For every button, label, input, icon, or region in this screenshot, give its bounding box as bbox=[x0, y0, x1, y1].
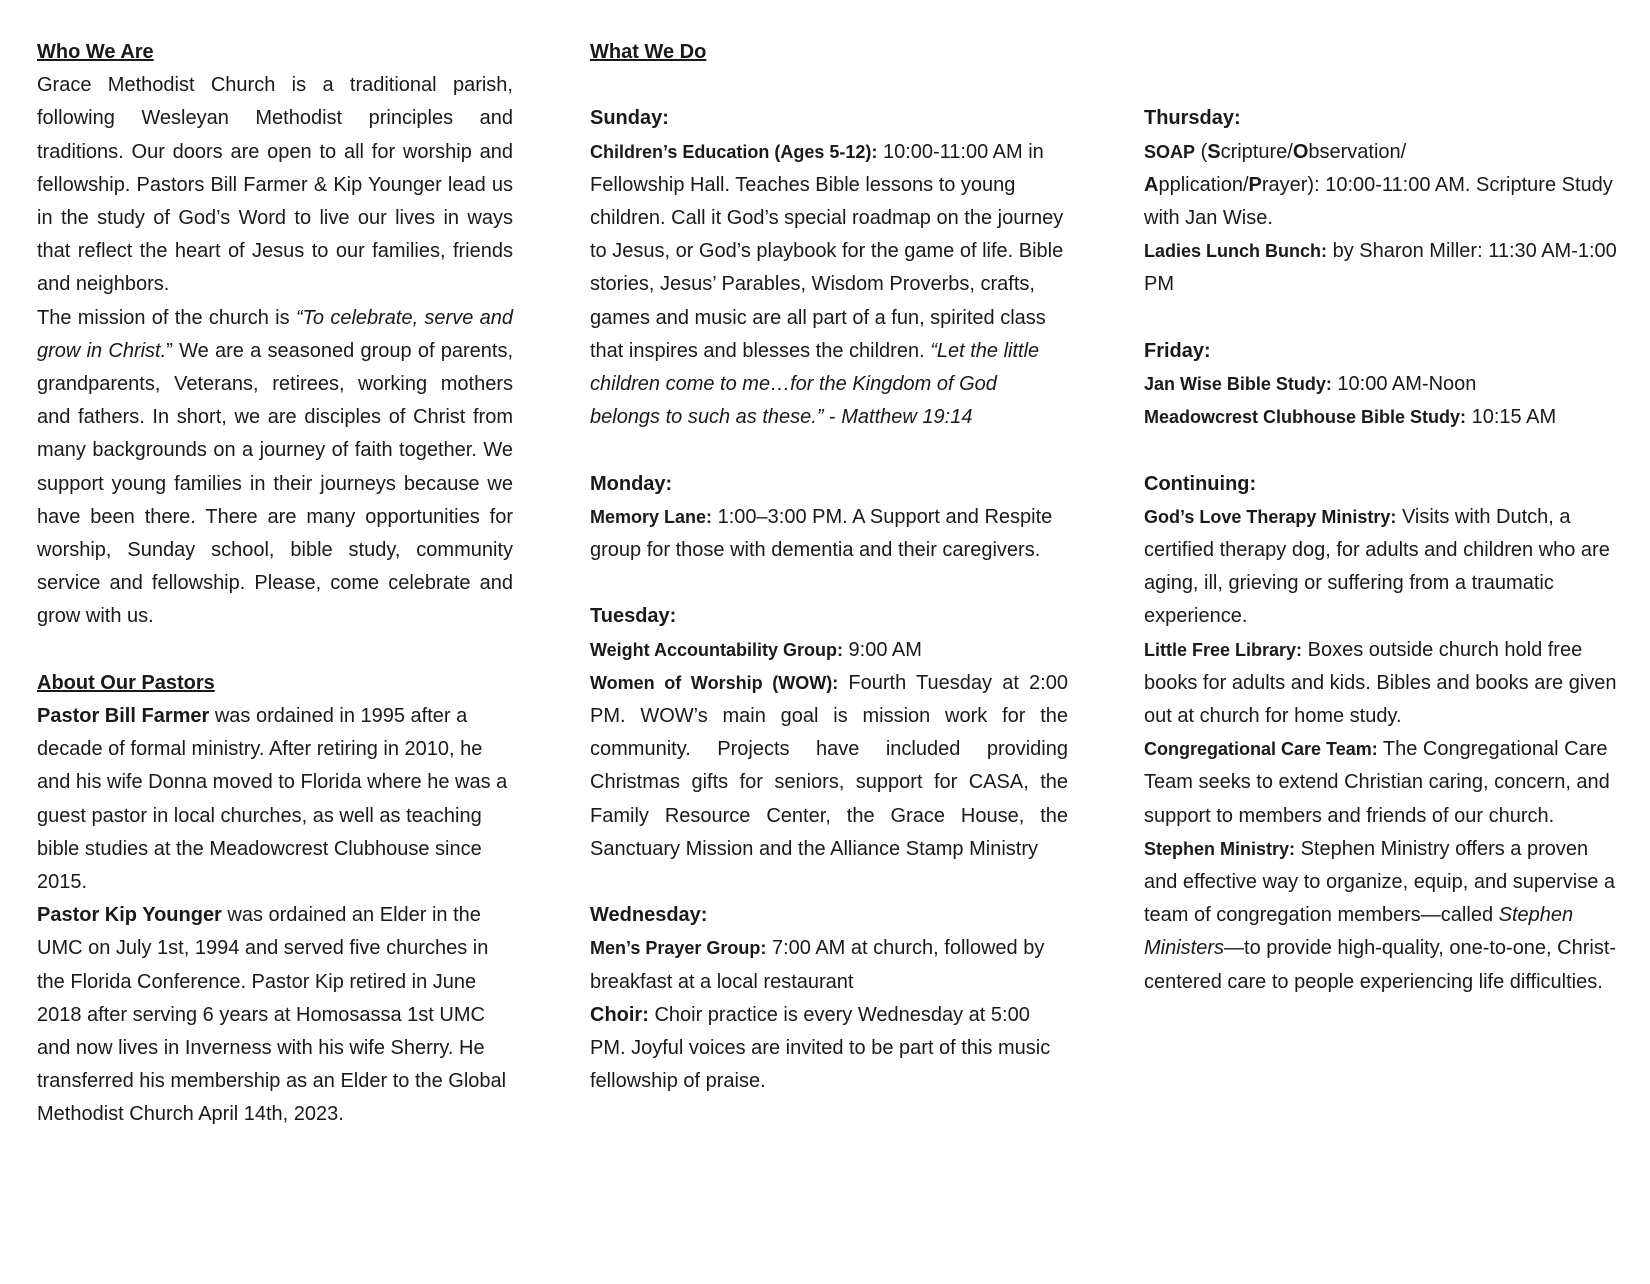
pastor-kip-paragraph bbox=[37, 899, 513, 1131]
scripture-reference: Matthew 19:14 bbox=[841, 406, 973, 429]
stephen-ministry bbox=[1144, 833, 1624, 999]
pastor-bill-paragraph bbox=[37, 700, 513, 899]
day-tuesday: Tuesday: bbox=[590, 605, 677, 628]
ladies-lunch-bunch bbox=[1144, 235, 1624, 301]
stephen-ministers: Stephen Ministers bbox=[1144, 904, 1574, 960]
mission-lead: The mission of the church is bbox=[37, 306, 296, 329]
little-free-library bbox=[1144, 634, 1624, 734]
day-sunday: Sunday: bbox=[590, 107, 669, 130]
soap-letter-a: A bbox=[1144, 173, 1159, 196]
soap-title: SOAP bbox=[1144, 141, 1196, 162]
choir-text: Choir practice is every Wednesday at 5:00 PM. Joyful voices are invited to be part of this music fellowship of praise. bbox=[590, 1003, 1051, 1093]
column-what-we-do bbox=[590, 36, 1068, 1098]
care-team-text: The Congregational Care Team seeks to extend Christian caring, concern, and support to members and friends of our church. bbox=[1144, 738, 1610, 827]
gods-love-title: God’s Love Therapy Ministry: bbox=[1144, 506, 1397, 527]
heading-about-pastors: About Our Pastors bbox=[37, 671, 215, 694]
memory-lane bbox=[590, 501, 1068, 567]
ladies-lunch-text: by Sharon Miller: 11:30 AM-1:00 PM bbox=[1144, 240, 1617, 296]
soap-letter-o: O bbox=[1292, 140, 1309, 163]
stephen-text: Stephen Ministry offers a proven and effective way to organize, equip, and supervise a team of congregation members—called bbox=[1144, 837, 1616, 927]
soap-text-5: rayer): 10:00-11:00 AM. Scripture Study with Jan Wise. bbox=[1144, 173, 1613, 229]
soap-text-3: bservation/ bbox=[1308, 140, 1407, 163]
jan-wise-study bbox=[1144, 368, 1624, 401]
continuing-label: Continuing: bbox=[1144, 472, 1257, 495]
gods-love-text: Visits with Dutch, a certified therapy dog, for adults and children who are aging, ill, grieving or suffering from a traumatic experience. bbox=[1144, 505, 1610, 628]
mens-prayer-title: Men’s Prayer Group: bbox=[590, 938, 767, 959]
scripture-quote: “Let the little children come to me…for the Kingdom of God belongs to such as these.” bbox=[590, 339, 1040, 429]
childrens-education-title: Children’s Education (Ages 5-12): bbox=[590, 141, 878, 162]
meadowcrest-text: 10:15 AM bbox=[1466, 406, 1557, 429]
library-title: Little Free Library: bbox=[1144, 639, 1303, 660]
soap-letter-p: P bbox=[1248, 173, 1262, 196]
scripture-quote-dash: - bbox=[823, 406, 836, 429]
soap-study bbox=[1144, 136, 1624, 236]
care-team bbox=[1144, 733, 1624, 833]
heading-who-we-are: Who We Are bbox=[37, 41, 154, 63]
soap-text-4: pplication/ bbox=[1158, 173, 1249, 196]
wow-text: Fourth Tuesday at 2:00 PM. WOW’s main goal is mission work for the community. Projects have included providing Christmas gifts for seniors, support for CASA, the Family Resource Center, the Grace House, the Sanctuary Mission and the Alliance Stamp Ministry bbox=[590, 671, 1068, 860]
soap-letter-s: S bbox=[1207, 140, 1221, 163]
ladies-lunch-title: Ladies Lunch Bunch: bbox=[1144, 241, 1328, 262]
soap-text-2: cripture/ bbox=[1220, 140, 1293, 163]
soap-text-1: ( bbox=[1195, 140, 1208, 163]
memory-lane-text: 1:00–3:00 PM. A Support and Respite group for those with dementia and their caregivers. bbox=[590, 505, 1053, 562]
stephen-text-2: —to provide high-quality, one-to-one, Christ-centered care to people experiencing life difficulties. bbox=[1144, 937, 1617, 993]
meadowcrest-title: Meadowcrest Clubhouse Bible Study: bbox=[1144, 407, 1467, 428]
day-friday: Friday: bbox=[1144, 339, 1211, 362]
column-who-we-are bbox=[37, 36, 513, 1132]
jan-wise-title: Jan Wise Bible Study: bbox=[1144, 373, 1332, 394]
childrens-education-text: 10:00-11:00 AM in Fellowship Hall. Teaches Bible lessons to young children. Call it God’s special roadmap on the journey to Jesus, or God’s playbook for the game of life. Bible stories, Jesus’ Parables, Wisdom Proverbs, crafts, games and music are all part of a fun, spirited class that inspires and blesses the children. bbox=[590, 140, 1064, 362]
pastor-bill-name: Pastor Bill Farmer bbox=[37, 705, 210, 728]
memory-lane-title: Memory Lane: bbox=[590, 506, 713, 527]
mission-rest: ” We are a seasoned group of parents, grandparents, Veterans, retirees, working mothers and fathers. In short, we are disciples of Christ from many backgrounds on a journey of faith together. We support young families in their journeys because we have been there. There are many opportunities for worship, Sunday school, bible study, community service and fellowship. Please, come celebrate and grow with us. bbox=[37, 339, 514, 628]
women-of-worship bbox=[590, 667, 1068, 866]
mission-paragraph bbox=[37, 302, 513, 634]
mission-quote: “To celebrate, serve and grow in Christ. bbox=[37, 306, 513, 362]
stephen-title: Stephen Ministry: bbox=[1144, 838, 1296, 859]
weight-group-title: Weight Accountability Group: bbox=[590, 639, 843, 660]
weight-group-text: 9:00 AM bbox=[843, 638, 922, 661]
mens-prayer-text: 7:00 AM at church, followed by breakfast at a local restaurant bbox=[590, 937, 1045, 993]
choir bbox=[590, 999, 1068, 1099]
day-wednesday: Wednesday: bbox=[590, 904, 708, 927]
pastor-kip-text: was ordained an Elder in the UMC on July 1st, 1994 and served five churches in the Florida Conference. Pastor Kip retired in June 2018 after serving 6 years at Homosassa 1st UMC and now lives in Inverness with his wife Sherry. He transferred his membership as an Elder to the Global Methodist Church April 14th, 2023. bbox=[37, 904, 507, 1126]
day-thursday: Thursday: bbox=[1144, 107, 1241, 130]
choir-title: Choir: bbox=[590, 1003, 649, 1026]
pastor-kip-name: Pastor Kip Younger bbox=[37, 904, 222, 927]
meadowcrest-study bbox=[1144, 401, 1624, 434]
weight-group bbox=[590, 634, 1068, 667]
heading-what-we-do: What We Do bbox=[590, 41, 707, 63]
gods-love-ministry bbox=[1144, 501, 1624, 634]
column-later-week bbox=[1144, 36, 1624, 999]
wow-title: Women of Worship (WOW): bbox=[590, 672, 839, 693]
who-we-are-paragraph: Grace Methodist Church is a traditional parish, following Wesleyan Methodist principles and traditions. Our doors are open to all for worship and fellowship. Pastors Bill Farmer & Kip Younger lead us in the study of God’s Word to live our lives in ways that reflect the heart of Jesus to our families, friends and neighbors. bbox=[37, 74, 513, 296]
care-team-title: Congregational Care Team: bbox=[1144, 739, 1378, 760]
day-monday: Monday: bbox=[590, 472, 673, 495]
pastor-bill-text: was ordained in 1995 after a decade of formal ministry. After retiring in 2010, he and his wife Donna moved to Florida where he was a guest pastor in local churches, as well as teaching bible studies at the Meadowcrest Clubhouse since 2015. bbox=[37, 705, 508, 894]
jan-wise-text: 10:00 AM-Noon bbox=[1331, 372, 1477, 395]
mens-prayer-group bbox=[590, 932, 1068, 998]
library-text: Boxes outside church hold free books for adults and kids. Bibles and books are given out at church for home study. bbox=[1144, 638, 1617, 727]
childrens-education bbox=[590, 136, 1068, 435]
